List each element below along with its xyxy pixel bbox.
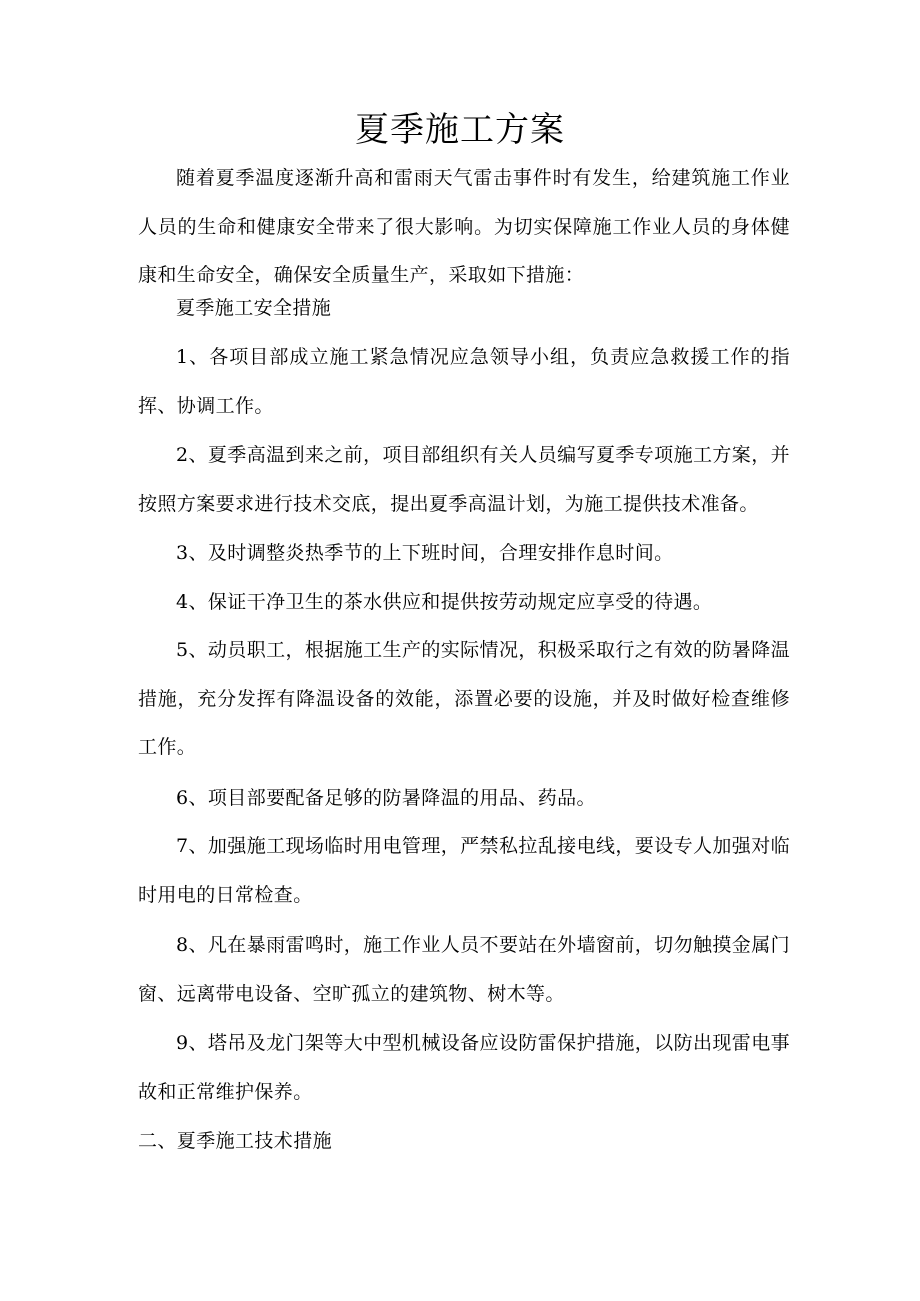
item-3: 3、及时调整炎热季节的上下班时间，合理安排作息时间。 [176, 542, 674, 564]
item-9: 9、塔吊及龙门架等大中型机械设备应设防雷保护措施，以防出现雷电事故和正常维护保养。 [138, 1032, 790, 1103]
section2-heading: 二、夏季施工技术措施 [138, 1130, 333, 1152]
section1-heading: 夏季施工安全措施 [176, 297, 332, 319]
document-title: 夏季施工方案 [355, 110, 565, 150]
item-2: 2、夏季高温到来之前，项目部组织有关人员编写夏季专项施工方案，并按照方案要求进行技术交底，提出夏季高温计划，为施工提供技术准备。 [138, 444, 790, 515]
item-1: 1、各项目部成立施工紧急情况应急领导小组，负责应急救援工作的指挥、协调工作。 [138, 346, 790, 417]
item-5: 5、动员职工，根据施工生产的实际情况，积极采取行之有效的防暑降温措施，充分发挥有降温设备的效能，添置必要的设施，并及时做好检查维修工作。 [138, 639, 790, 758]
item-7: 7、加强施工现场临时用电管理，严禁私拉乱接电线，要设专人加强对临时用电的日常检查。 [138, 835, 790, 906]
intro-paragraph: 随着夏季温度逐渐升高和雷雨天气雷击事件时有发生，给建筑施工作业人员的生命和健康安全带来了很大影响。为切实保障施工作业人员的身体健康和生命安全，确保安全质量生产，采取如下措施： [138, 167, 790, 286]
item-4: 4、保证干净卫生的茶水供应和提供按劳动规定应享受的待遇。 [176, 591, 713, 613]
item-6: 6、项目部要配备足够的防暑降温的用品、药品。 [176, 787, 596, 809]
item-8: 8、凡在暴雨雷鸣时，施工作业人员不要站在外墙窗前，切勿触摸金属门窗、远离带电设备、空旷孤立的建筑物、树木等。 [138, 934, 790, 1005]
